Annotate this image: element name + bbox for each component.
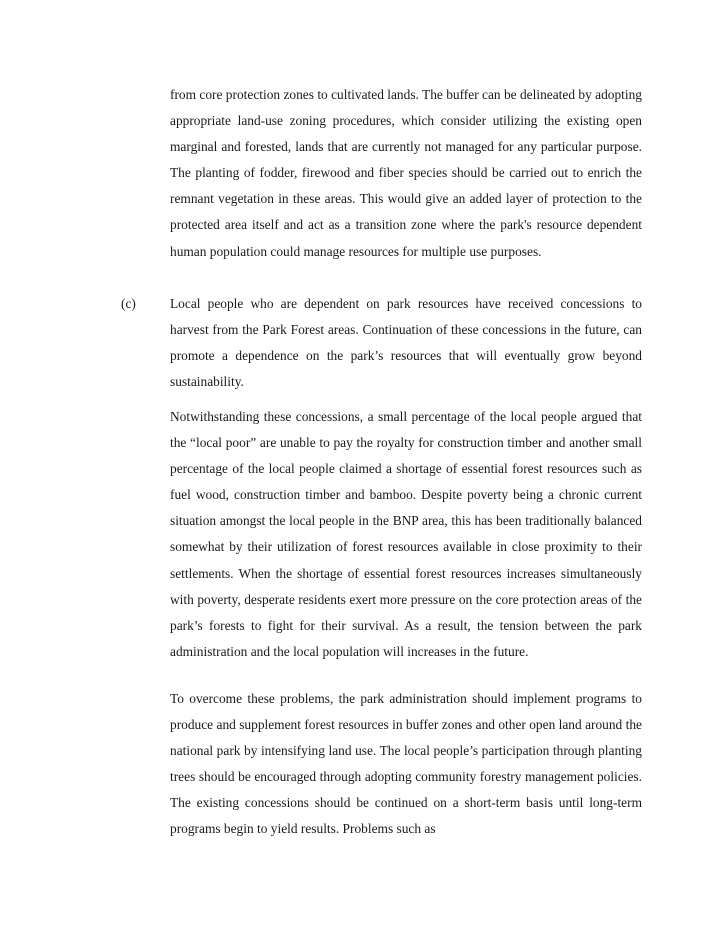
- paragraph-buffer-zone: from core protection zones to cultivated lands. The buffer can be delineated by adopting appropriate land-use zoning procedures, which consider utilizing the existing open marginal and forested, lands that are currently not managed for any particular purpose. The planting of fodder, firewood and fiber species should be carried out to enrich the remnant vegetation in these areas. This would give an added layer of protection to the protected area itself and act as a transition zone where the park's resource dependent human population could manage resources for multiple use purposes.: [170, 87, 642, 259]
- paragraph-concessions: Local people who are dependent on park resources have received concessions to harvest from the Park Forest areas. Continuation of these concessions in the future, can promote a dependence on the park’s resources that will eventually grow beyond sustainability.: [170, 296, 642, 390]
- paragraph-overcome-problems: To overcome these problems, the park administration should implement programs to produce and supplement forest resources in buffer zones and other open land around the national park by intensifying land use. The local people’s participation through planting trees should be encouraged through adopting community forestry management policies. The existing concessions should be continued on a short-term basis until long-term programs begin to yield results. Problems such as: [170, 691, 642, 837]
- list-item-label-c: (c): [121, 296, 136, 311]
- paragraph-local-poor: Notwithstanding these concessions, a small percentage of the local people argued that the “local poor” are unable to pay the royalty for construction timber and another small percentage of the local people claimed a shortage of essential forest resources such as fuel wood, construction timber and bamboo. Despite poverty being a chronic current situation amongst the local people in the BNP area, this has been traditionally balanced somewhat by their utilization of forest resources available in close proximity to their settlements. When the shortage of essential forest resources increases simultaneously with poverty, desperate residents exert more pressure on the core protection areas of the park’s forests to fight for their survival. As a result, the tension between the park administration and the local population will increases in the future.: [170, 409, 642, 659]
